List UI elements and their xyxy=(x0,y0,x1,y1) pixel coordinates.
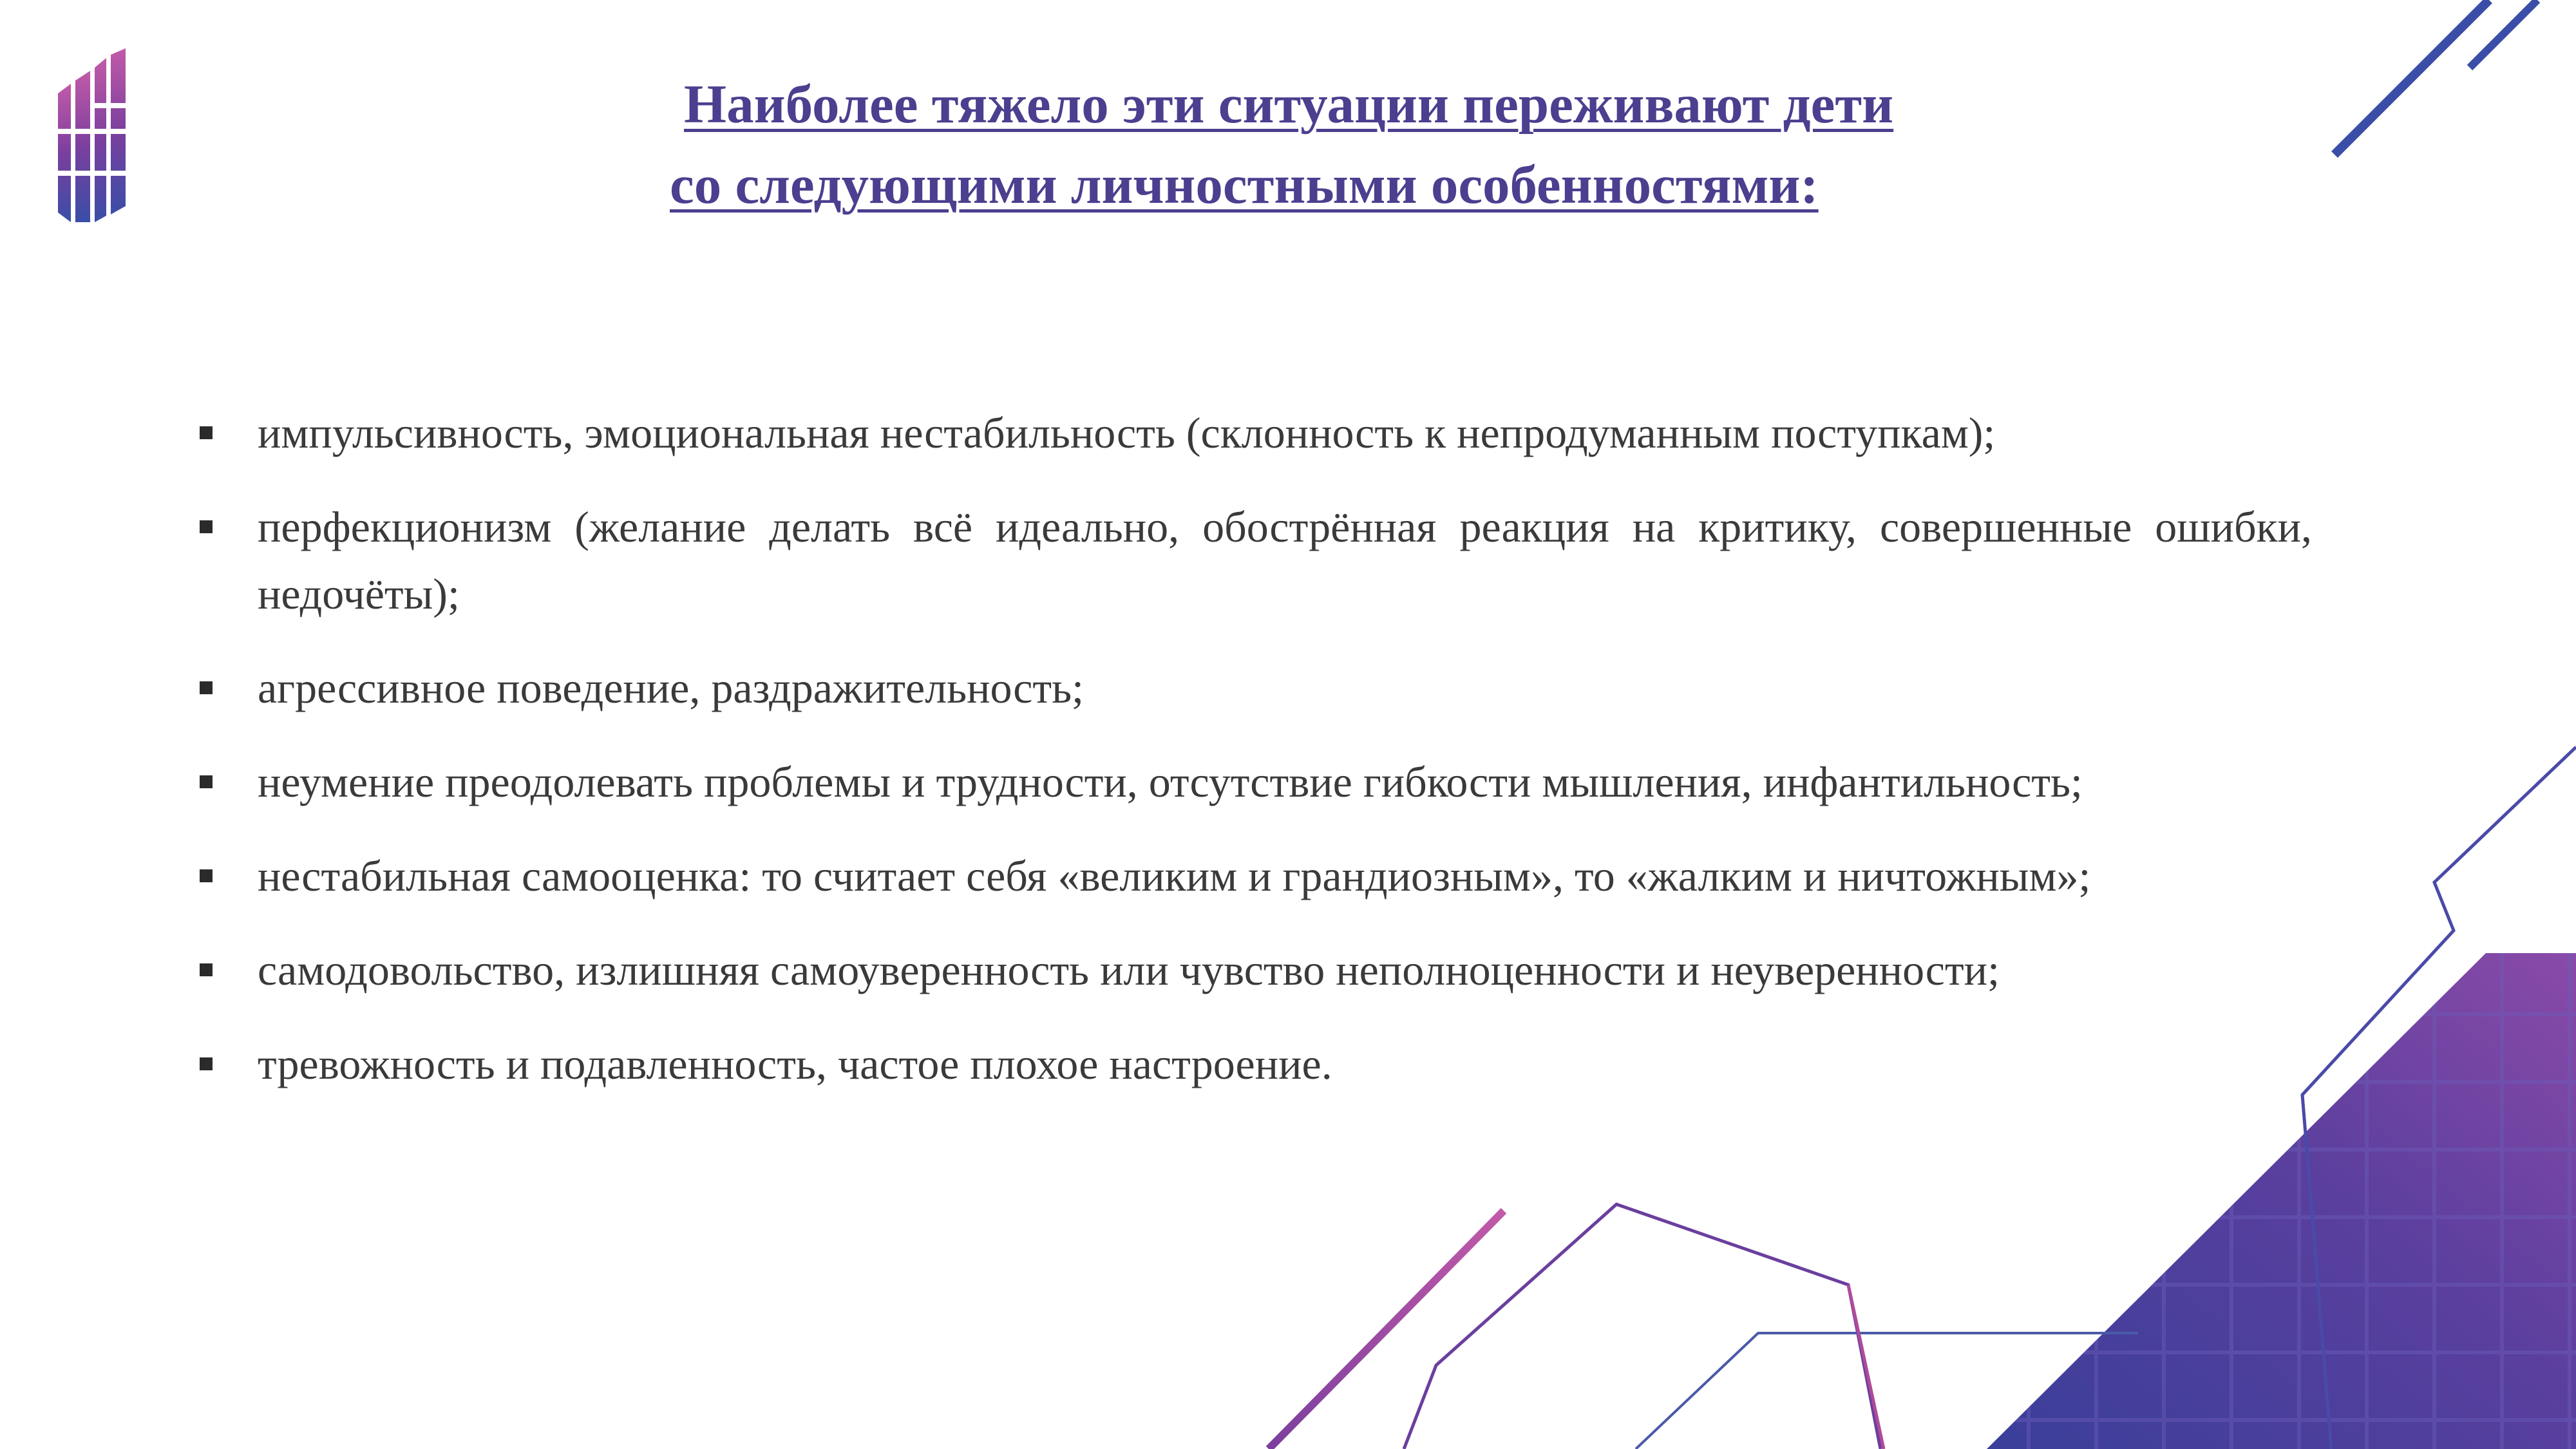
square-bullet-icon xyxy=(200,426,213,439)
list-item-text: неумение преодолевать проблемы и трудности, отсутствие гибкости мышления, инфантильность; xyxy=(258,757,2083,806)
list-item-text: импульсивность, эмоциональная нестабильность (склонность к непродуманным поступкам); xyxy=(258,408,1996,457)
square-bullet-icon xyxy=(200,520,213,533)
square-bullet-icon xyxy=(200,869,213,882)
bullet-list xyxy=(193,399,2312,1124)
square-bullet-icon xyxy=(200,963,213,976)
list-item xyxy=(193,399,2312,466)
list-item-text: нестабильная самооценка: то считает себя «великим и грандиозным», то «жалким и ничтожным»; xyxy=(258,851,2091,900)
list-item xyxy=(193,842,2312,909)
square-bullet-icon xyxy=(200,775,213,788)
list-item xyxy=(193,748,2312,815)
list-item-text: тревожность и подавленность, частое плохое настроение. xyxy=(258,1039,1332,1088)
list-item xyxy=(193,493,2312,627)
list-item-text: самодовольство, излишняя самоуверенность или чувство неполноценности и неуверенности; xyxy=(258,945,2000,994)
title-line-2: со следующими личностными особенностями: xyxy=(670,155,1819,215)
title-line-1: Наиболее тяжело эти ситуации переживают дети xyxy=(684,74,1894,135)
slide-title xyxy=(644,64,2061,225)
building-stripes-logo xyxy=(55,48,138,229)
square-bullet-icon xyxy=(200,1057,213,1070)
square-bullet-icon xyxy=(200,681,213,694)
list-item xyxy=(193,936,2312,1003)
list-item xyxy=(193,654,2312,721)
list-item xyxy=(193,1030,2312,1097)
list-item-text: перфекционизм (желание делать всё идеально, обострённая реакция на критику, совершенные ошибки, недочёты); xyxy=(258,502,2312,618)
top-right-strokes xyxy=(2334,0,2537,155)
list-item-text: агрессивное поведение, раздражительность; xyxy=(258,663,1084,712)
